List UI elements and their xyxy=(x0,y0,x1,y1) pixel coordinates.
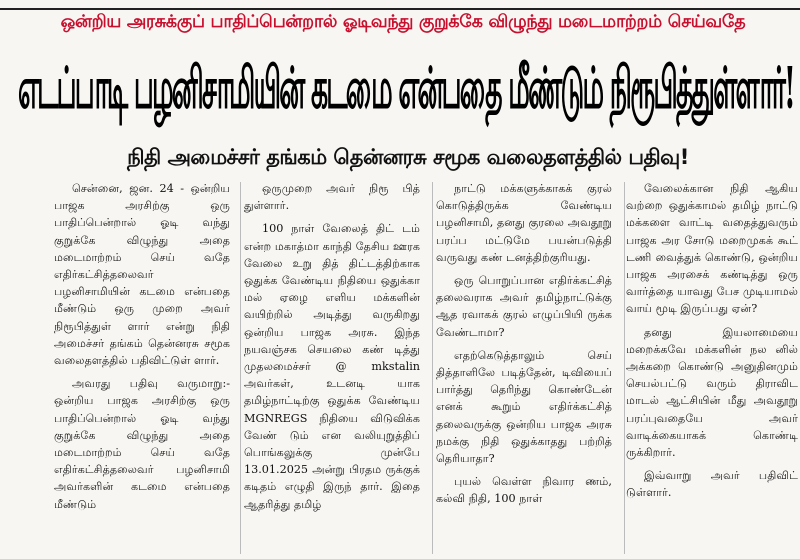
paragraph: இவ்வாறு அவர் பதிவிட் டுள்ளார். xyxy=(626,469,798,500)
paragraph: ஒரு பொறுப்பான எதிர்க்கட்சித் தலைவராக அவர் தமிழ்நாட்டுக்கு ஆத ரவாகக் குரல் எழுப்பியி ருக்க வேண்டாமா? xyxy=(436,274,612,339)
paragraph: ஒருமுறை அவர் நிரூ பித் துள்ளார். xyxy=(244,182,420,213)
top-rule xyxy=(0,0,800,10)
paragraph: தனது இயலாமையை மறைக்கவே மக்களின் நல னில் அக்கறை கொண்டு அனுதினமும் செயல்பட்டு வரும் திராவிட மாடல் ஆட்சியின் மீது அவதூறு பரப்புவதையே அவர் வாடிக்கையாகக் கொண்டி ருக்கிறார். xyxy=(626,325,798,460)
article-column-2 xyxy=(244,180,420,555)
paragraph: புயல் வெள்ள நிவார ணம், கல்வி நிதி, 100 நாள் xyxy=(436,475,612,506)
paragraph: எதற்கெடுத்தாலும் செய் தித்தாளிலே படித்தேன், டிவியைப் பார்த்து தெரிந்து கொண்டேன் எனக் கூறும் எதிர்க்கட்சித் தலைவருக்கு ஒன்றிய பாஜக அரசு நமக்கு நிதி ஒதுக்காதது பற்றித் தெரியாதா? xyxy=(436,348,612,466)
main-headline: எடப்பாடி பழனிசாமியின் கடமை என்பதை மீண்டும் நிரூபித்துள்ளார்! xyxy=(18,56,794,123)
article-column-3 xyxy=(436,180,612,555)
paragraph: சென்னை, ஜன. 24 - ஒன்றிய பாஜக அரசிற்கு ஒரு பாதிப்பென்றால் ஓடி வந்து குறுக்கே விழுந்து அதை மடைமாற்றம் செய் வதே எதிர்கட்சித்தலைவர் பழனிசாமியின் கடமை என்பதை மீண்டும் ஒரு முறை அவர் நிரூபித்துள் ளார் என்று நிதி அமைச்சர் தங்கம் தென்னரசு சமூக வலைதளத்தில் பதிவிட்டுள் ளார். xyxy=(54,182,230,368)
article-column-1 xyxy=(54,180,230,555)
article-body xyxy=(16,180,798,555)
kicker-headline: ஒன்றிய அரசுக்குப் பாதிப்பென்றால் ஓடிவந்து குறுக்கே விழுந்து மடைமாற்றம் செய்வதே xyxy=(60,12,746,32)
paragraph: நாட்டு மக்களுக்காகக் குரல் கொடுத்திருக்க வேண்டிய பழனிசாமி, தனது குரலை அவதூறு பரப்ப மட்டுமே பயன்படுத்தி வருவது கண் டனத்திற்குரியது. xyxy=(436,182,612,264)
paragraph: அவரது பதிவு வருமாறு:- ஒன்றிய பாஜக அரசிற்கு ஒரு பாதிப்பென்றால் ஓடி வந்து குறுக்கே விழுந்து அதை மடைமாற்றம் செய் வதே எதிர்கட்சித்தலைவர் பழனிசாமி அவர்களின் கடமை என்பதை மீண்டும் xyxy=(54,377,230,511)
paragraph: 100 நாள் வேலைத் திட் டம் என்ற மகாத்மா காந்தி தேசிய ஊரக வேலை உறு தித் திட்டத்திற்காக ஒதுக்க வேண்டிய நிதியை ஒதுக்கா மல் ஏழை எளிய மக்களின் வயிற்றில் அடித்து வருகிறது ஒன்றிய பாஜக அரசு. இந்த நயவஞ்சக செயலை கண் டித்து முதலமைச்சர் @ mkstalin அவர்கள், உடனடி யாக தமிழ்நாட்டிற்கு ஒதுக்க வேண்டிய MGNREGS நிதியை விடுவிக்க வேண் டும் என வலியுறுத்திப் பொங்கலுக்கு முன்பே 13.01.2025 அன்று பிரதம ருக்குக் கடிதம் எழுதி இருந் தார். இதை ஆதரித்து தமிழ் xyxy=(244,222,420,511)
paragraph: வேலைக்கான நிதி ஆகிய வற்றை ஒதுக்காமல் தமிழ் நாட்டு மக்களை வாட்டி வதைத்துவரும் பாஜக அர சோடு மறைமுகக் கூட் டணி வைத்துக் கொண்டு, ஒன்றிய பாஜக அரசைக் கண்டித்து ஒரு வார்த்தை யாவது பேச முடியாமல் வாய் மூடி இருப்பது ஏன்? xyxy=(626,182,798,316)
article-column-4 xyxy=(626,180,798,555)
sub-headline: நிதி அமைச்சர் தங்கம் தென்னரசு சமூக வலைதளத்தில் பதிவு! xyxy=(127,145,689,169)
